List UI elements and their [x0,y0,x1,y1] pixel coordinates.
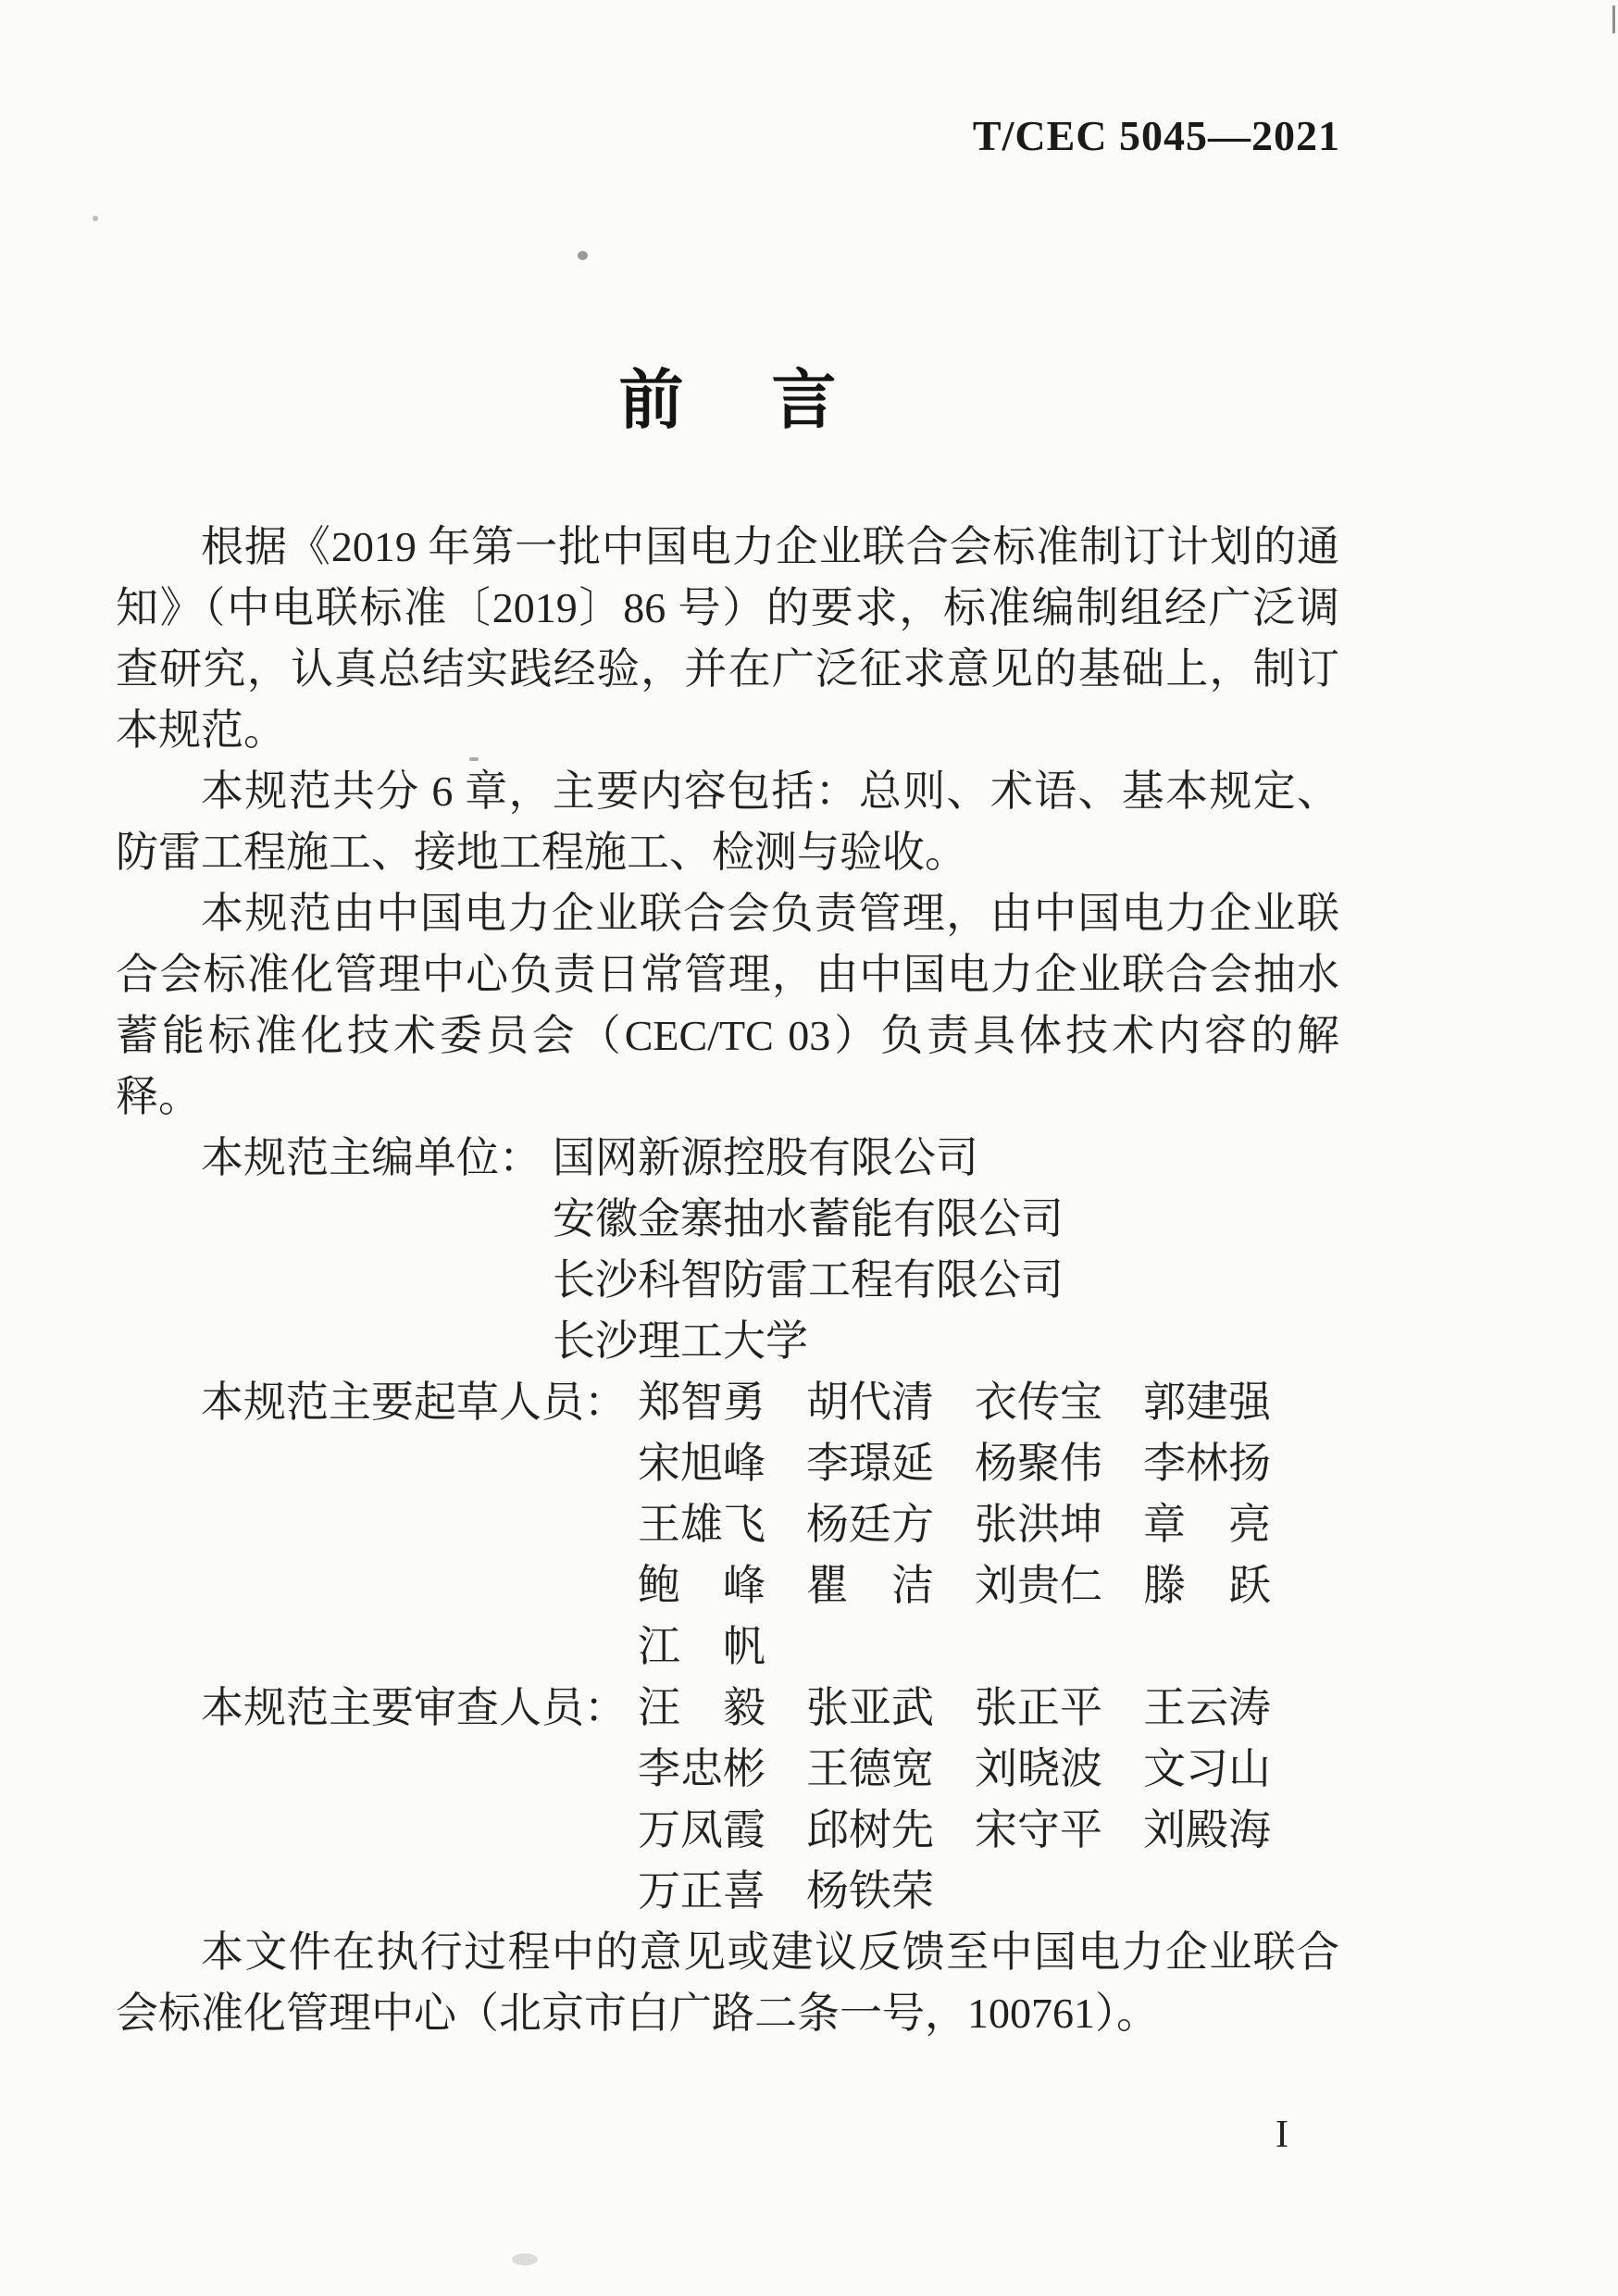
reviewers-row [638,1800,1339,1861]
scan-artifact [578,251,588,260]
chief-editor-units-section [116,1128,1339,1372]
drafters-row [638,1616,1339,1678]
unit-name: 长沙科智防雷工程有限公司 [553,1256,1064,1304]
person-name: 刘贵仁 [975,1562,1102,1609]
person-name: 江 帆 [638,1623,765,1670]
reviewers-name-grid [638,1678,1339,1922]
scan-artifact [93,216,98,221]
person-name: 邱树先 [806,1806,934,1853]
person-name: 张正平 [975,1684,1102,1731]
person-name: 万凤霞 [638,1806,765,1853]
person-name: 李林扬 [1143,1440,1271,1487]
person-name: 郭建强 [1143,1379,1271,1426]
person-name: 瞿 洁 [806,1562,934,1609]
drafters-row [638,1555,1339,1616]
person-name: 李璟延 [806,1440,934,1487]
person-name: 刘晓波 [975,1745,1102,1792]
reviewers-row [638,1739,1339,1800]
person-name: 王德宽 [806,1745,934,1792]
person-name: 刘殿海 [1143,1806,1271,1853]
person-name: 万正喜 [638,1867,765,1915]
person-name: 张亚武 [806,1684,934,1731]
person-name: 鲍 峰 [638,1562,765,1609]
drafters-section [116,1372,1339,1678]
person-name: 王雄飞 [638,1501,765,1548]
person-name: 王云涛 [1143,1684,1271,1731]
drafters-label: 本规范主要起草人员： [201,1379,627,1426]
person-name: 宋旭峰 [638,1440,765,1487]
drafters-name-grid [638,1372,1339,1678]
chief-editor-units-label: 本规范主编单位： [201,1134,541,1181]
drafters-row [638,1433,1339,1494]
person-name: 杨铁荣 [806,1867,934,1915]
paragraph-chapters: 本规范共分 6 章，主要内容包括：总则、术语、基本规定、防雷工程施工、接地工程施工、检测与验收。 [116,767,1339,876]
person-name: 杨聚伟 [975,1440,1102,1487]
foreword-content [116,517,1339,2044]
person-name: 张洪坤 [975,1501,1102,1548]
paragraph-basis: 根据《2019 年第一批中国电力企业联合会标准制订计划的通知》（中电联标准〔2019〕86 号）的要求，标准编制组经广泛调查研究，认真总结实践经验，并在广泛征求意见的基础上，制订本规范。 [116,523,1339,754]
person-name: 汪 毅 [638,1684,765,1731]
reviewers-row [638,1861,1339,1922]
page-number: I [1276,2114,1288,2156]
person-name: 李忠彬 [638,1745,765,1792]
reviewers-row [638,1678,1339,1739]
reviewers-label: 本规范主要审查人员： [201,1684,627,1731]
person-name: 杨廷方 [806,1501,934,1548]
reviewers-section [116,1678,1339,1922]
drafters-row [638,1494,1339,1555]
unit-name: 国网新源控股有限公司 [553,1134,978,1181]
unit-name: 安徽金寨抽水蓄能有限公司 [553,1195,1064,1242]
drafters-row [638,1372,1339,1433]
person-name: 宋守平 [975,1806,1102,1853]
title-char: 言 [771,366,837,437]
unit-name: 长沙理工大学 [553,1317,808,1365]
scan-artifact [512,2253,538,2265]
chief-editor-unit-list [553,1128,1339,1372]
scan-artifact [1612,6,1615,33]
person-name: 郑智勇 [638,1379,765,1426]
person-name: 滕 跃 [1143,1562,1271,1609]
standard-code: T/CEC 5045—2021 [972,112,1340,159]
page-title [116,348,1339,442]
person-name: 章 亮 [1143,1501,1271,1548]
feedback-paragraph: 本文件在执行过程中的意见或建议反馈至中国电力企业联合会标准化管理中心（北京市白广路二条一号，100761）。 [116,1928,1339,2037]
paragraph-management: 本规范由中国电力企业联合会负责管理，由中国电力企业联合会标准化管理中心负责日常管理，由中国电力企业联合会抽水蓄能标准化技术委员会（CEC/TC 03）负责具体技术内容的解释。 [116,890,1339,1120]
person-name: 衣传宝 [975,1379,1102,1426]
person-name: 文习山 [1143,1745,1271,1792]
title-char: 前 [618,366,684,437]
person-name: 胡代清 [806,1379,934,1426]
